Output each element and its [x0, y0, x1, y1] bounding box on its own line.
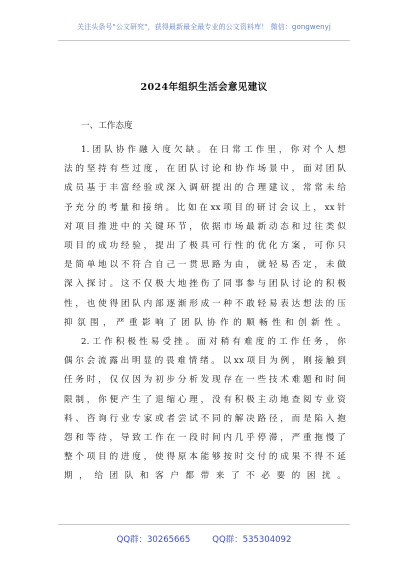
paragraph-line: 2.工作积极性易受挫。面对稍有难度的工作任务，你	[81, 337, 346, 348]
header-divider	[58, 40, 350, 41]
paragraph-line: 抑氛围，严重影响了团队协作的顺畅性和创新性。	[64, 317, 346, 328]
paragraph-line: 项目的成功经验，提出了极具可行性的优化方案，可你只	[64, 241, 346, 252]
header-banner: 关注头条号"公文研究"，获得最新最全最专业的公文资料库！ 微信：gongwenyj	[77, 23, 331, 31]
paragraph-line: 期，给团队和客户都带来了不必要的困扰。	[64, 471, 346, 482]
document-body	[64, 120, 346, 487]
paragraph-line: 对项目推进中的关键环节，依据市场最新动态和过往类似	[64, 221, 346, 232]
paragraph-line: 是简单地以不符合自己一贯思路为由，就轻易否定，未做	[64, 260, 346, 271]
paragraph-line: 整个项目的进度，使得原本能够按时交付的成果不得不延	[64, 452, 346, 463]
paragraph-line: 任务时，仅仅因为初步分析发现存在一些技术难题和时间	[64, 375, 346, 386]
qq-group-2: QQ群：535304092	[212, 535, 292, 545]
paragraph-line: 偶尔会流露出明显的畏难情绪。以xx项目为例，刚接触到	[64, 356, 346, 367]
paragraph-line: 深入探讨。这不仅极大地挫伤了同事参与团队讨论的积极	[64, 279, 346, 290]
paragraph-line: 料、咨询行业专家或者尝试不同的解决路径，而是陷入抱	[64, 413, 346, 424]
footer-divider	[58, 524, 350, 525]
paragraph-line: 法的坚持有些过度，在团队讨论和协作场景中，面对团队	[64, 164, 346, 175]
paragraph-line: 限制，你便产生了退缩心理，没有积极主动地查阅专业资	[64, 394, 346, 405]
paragraph-line: 性，也使得团队内部逐渐形成一种不敢轻易表达想法的压	[64, 298, 346, 309]
qq-group-1: QQ群：30265665	[116, 535, 191, 545]
footer-contact	[0, 533, 408, 545]
paragraph-line: 1.团队协作融入度欠缺。在日常工作里，你对个人想	[81, 145, 346, 155]
paragraph-line: 成员基于丰富经验或深入调研提出的合理建议，常常未给	[64, 183, 346, 194]
document-title: 2024年组织生活会意见建议	[140, 82, 268, 93]
paragraph-team-collaboration	[64, 141, 346, 333]
paragraph-line: 怨和等待，导致工作在一段时间内几乎停滞，严重拖慢了	[64, 433, 346, 444]
section-heading: 一、工作态度	[81, 121, 133, 131]
paragraph-line: 予充分的考量和接纳。比如在xx项目的研讨会议上，xx针	[64, 202, 346, 213]
paragraph-work-enthusiasm	[64, 333, 346, 487]
